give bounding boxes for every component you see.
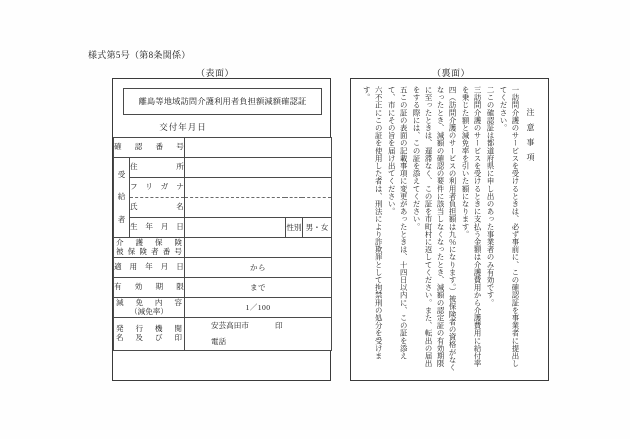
row-label-furigana: フリガナ [130, 178, 185, 198]
note-item-3: 三訪問介護のサービスを受けるときに支払う金額は介護費用から介護費用に給付率を乗じた額と減免率を引いた額になります。 [461, 86, 483, 368]
table-row [114, 278, 332, 298]
table-row [114, 238, 332, 258]
row-label-birthdate: 生年月日 [130, 218, 185, 238]
table-row [114, 198, 332, 218]
table-row [114, 218, 332, 238]
front-side-caption: （表面） [196, 68, 235, 78]
row-label-start-date: 適用年月日 [114, 258, 185, 278]
table-row [114, 318, 332, 351]
certificate-field-table [113, 137, 332, 351]
table-row [114, 258, 332, 278]
row-label-sex: 性別 [285, 218, 302, 238]
note-item-5: 五この証の表面の記載事項に変更があったときは、十四日以内に、この証を添えて、市にその旨を届け出てください。 [387, 86, 409, 360]
row-value-insurance-number[interactable] [185, 238, 332, 258]
issuer-phone-label: 電話 [211, 336, 227, 346]
note-item-1: 一訪問介護のサービスを受けるときは、必ず事前に、この確認証を事業者に提出してください。 [499, 86, 520, 368]
row-value-reduction[interactable]: 1／100 [185, 298, 332, 318]
note-item-2: 二この確認証は都道府県に申し出のあった事業者のみ有効です。 [486, 86, 496, 307]
issue-date-label: 交付年月日 [159, 122, 207, 132]
seal-mark: 印 [274, 321, 283, 330]
note-text: 不正にこの証を使用した者は、刑法により詐欺罪として拘禁刑の処分を受けます。 [362, 86, 384, 360]
row-value-sex[interactable]: 男・女 [302, 218, 331, 238]
issuer-name: 安芸高田市 [211, 321, 249, 330]
issuer-details [185, 318, 331, 350]
back-panel [350, 78, 549, 381]
back-side-caption: （裏面） [432, 68, 471, 78]
row-value-furigana[interactable] [185, 178, 332, 198]
table-row [114, 298, 332, 318]
note-text: この証の表面の記載事項に変更があったときは、十四日以内に、この証を添えて、市にその旨を届け出てください。 [387, 86, 409, 360]
notes-list [359, 86, 521, 373]
row-value-start-date[interactable]: から [185, 258, 332, 278]
issuer-name-line [211, 318, 331, 334]
table-row [114, 138, 332, 158]
front-panel [112, 78, 331, 381]
recipient-vertical-label: 受 給 者 [114, 158, 130, 238]
row-value-address[interactable] [185, 158, 332, 178]
row-value-issuer[interactable] [185, 318, 332, 351]
note-item-4: 四（訪問介護のサービスの利用者負担額は九％になります。）被保険者の資格がなくなったとき、減額の確認の要件に該当しなくなったとき、減額の認定証の有効期限に至ったときは、遅滞なく、この証を市町村に返してください。また、転出の届出をする際には、この証を添えてください。 [412, 86, 458, 372]
form-number: 様式第5号（第8条関係） [88, 50, 191, 60]
row-value-name[interactable] [185, 198, 332, 218]
note-text: 訪問介護のサービスを受けるときは、必ず事前に、この確認証を事業者に提出してください。 [499, 86, 520, 368]
note-text: 訪問介護のサービスを受けるときに支払う金額は介護費用から介護費用に給付率を乗じた額と減免率を引いた額になります。 [461, 86, 483, 368]
row-label-issuer: 発行機関 名及び印 [114, 318, 185, 351]
certificate-title: 離島等地域訪問介護利用者負担額減額確認証 [138, 97, 307, 106]
row-label-insurance-number: 介護保険 被保険者番号 [114, 238, 185, 258]
note-item-6: 六不正にこの証を使用した者は、刑法により詐欺罪として拘禁刑の処分を受けます。 [362, 86, 384, 360]
notes-heading: 注意事項 [526, 108, 535, 168]
row-label-name: 氏名 [130, 198, 185, 218]
table-row [114, 158, 332, 178]
row-label-expiry: 有効期限 [114, 278, 185, 298]
row-value-birthdate[interactable] [185, 218, 286, 238]
table-row [114, 178, 332, 198]
row-label-address: 住所 [130, 158, 185, 178]
note-text: （訪問介護のサービスの利用者負担額は九％になります。）被保険者の資格がなくなったとき、減額の確認の要件に該当しなくなったとき、減額の認定証の有効期限に至ったときは、遅滞なく、この証を市町村に返してください。また、転出の届出をする際には、この証を添えてください。 [412, 86, 458, 372]
row-value-expiry[interactable]: まで [185, 278, 332, 298]
row-label-confirmation-number: 確認番号 [114, 138, 185, 158]
row-label-reduction: 減免内容 （減免率） [114, 298, 185, 318]
certificate-title-box [123, 88, 322, 115]
note-text: この確認証は都道府県に申し出のあった事業者のみ有効です。 [486, 93, 496, 307]
row-value-confirmation-number[interactable] [185, 138, 332, 158]
